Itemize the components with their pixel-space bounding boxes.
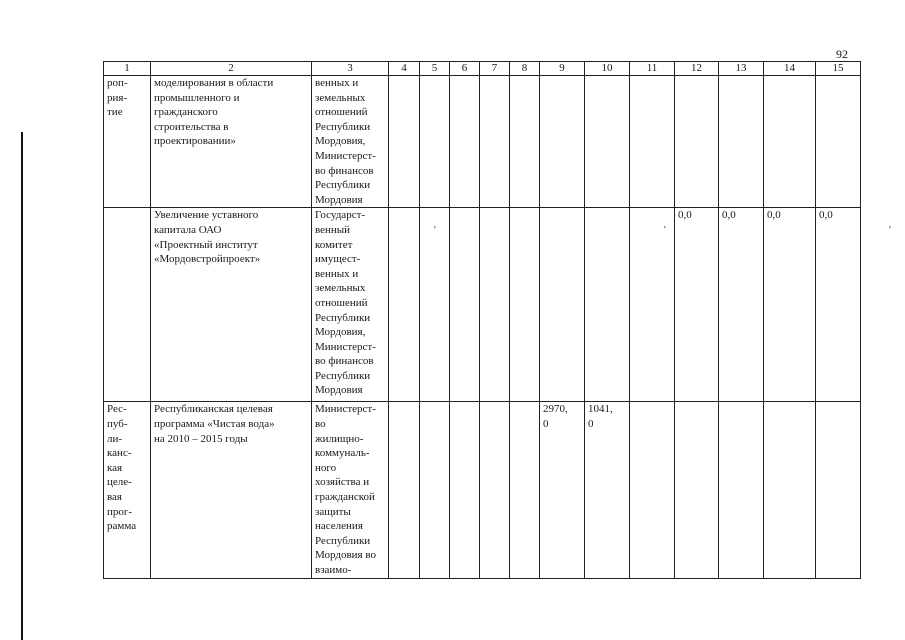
- table-cell: [389, 76, 420, 208]
- table-cell: [585, 208, 630, 402]
- table-cell: [816, 402, 861, 579]
- table-cell: [389, 402, 420, 579]
- table-cell: [104, 208, 151, 402]
- table-cell: моделирования в области промышленного и гражданского строительства в проектировании»: [151, 76, 312, 208]
- table-cell: [480, 76, 510, 208]
- table-cell: [389, 208, 420, 402]
- table-cell: [719, 76, 764, 208]
- table-cell: 1041, 0: [585, 402, 630, 579]
- header-cell: 14: [764, 62, 816, 76]
- table-cell: [764, 402, 816, 579]
- header-cell: 6: [450, 62, 480, 76]
- table-cell: [585, 76, 630, 208]
- header-cell: 4: [389, 62, 420, 76]
- table-cell: роп- рия- тие: [104, 76, 151, 208]
- table-cell: Государст- венный комитет имущест- венных и земельных отношений Республики Мордовия, Министерст- во финансов Республики Мордовия: [312, 208, 389, 402]
- table-cell: [420, 76, 450, 208]
- header-cell: 9: [540, 62, 585, 76]
- header-cell: 13: [719, 62, 764, 76]
- table-cell: [450, 402, 480, 579]
- table-cell: [764, 76, 816, 208]
- table-cell: венных и земельных отношений Республики Мордовия, Министерст- во финансов Республики Мордовия: [312, 76, 389, 208]
- table-cell: [540, 208, 585, 402]
- table-cell: [480, 402, 510, 579]
- table-cell: [719, 402, 764, 579]
- table-cell: 0,0: [675, 208, 719, 402]
- table-cell: [675, 402, 719, 579]
- table-row: [104, 402, 861, 579]
- table-cell: Рес- пуб- ли- канс- кая целе- вая прог- рамма: [104, 402, 151, 579]
- page-number: 92: [836, 47, 848, 61]
- header-cell: 15: [816, 62, 861, 76]
- table-cell: Увеличение уставного капитала ОАО «Проектный институт «Мордовстройпроект»: [151, 208, 312, 402]
- table-cell: [450, 76, 480, 208]
- header-cell: 7: [480, 62, 510, 76]
- table-cell: [450, 208, 480, 402]
- header-cell: 2: [151, 62, 312, 76]
- table-cell: [630, 402, 675, 579]
- stray-mark: ': [434, 225, 436, 236]
- table-row: [104, 76, 861, 208]
- stray-mark: ': [664, 225, 666, 236]
- header-cell: 11: [630, 62, 675, 76]
- table-cell: [510, 402, 540, 579]
- header-cell: 12: [675, 62, 719, 76]
- header-cell: 10: [585, 62, 630, 76]
- budget-table: [103, 61, 861, 579]
- table-cell: [630, 76, 675, 208]
- table-cell: [510, 76, 540, 208]
- table-cell: [630, 208, 675, 402]
- table-cell: 0,0: [816, 208, 861, 402]
- header-cell: 1: [104, 62, 151, 76]
- header-cell: 3: [312, 62, 389, 76]
- table-cell: Республиканская целевая программа «Чистая вода» на 2010 – 2015 годы: [151, 402, 312, 579]
- left-margin-line: [21, 132, 23, 640]
- table-cell: [480, 208, 510, 402]
- table-cell: 0,0: [764, 208, 816, 402]
- table-row: [104, 208, 861, 402]
- header-cell: 5: [420, 62, 450, 76]
- table-header-row: [104, 62, 861, 76]
- table-cell: 2970, 0: [540, 402, 585, 579]
- header-cell: 8: [510, 62, 540, 76]
- table-cell: 0,0: [719, 208, 764, 402]
- stray-mark: ': [889, 225, 891, 236]
- table-cell: [675, 76, 719, 208]
- table-cell: [816, 76, 861, 208]
- table-cell: [510, 208, 540, 402]
- table-cell: Министерст- во жилищно- коммуналь- ного хозяйства и гражданской защиты населения Республики Мордовия во взаимо-: [312, 402, 389, 579]
- table-cell: [420, 208, 450, 402]
- table-cell: [420, 402, 450, 579]
- table-cell: [540, 76, 585, 208]
